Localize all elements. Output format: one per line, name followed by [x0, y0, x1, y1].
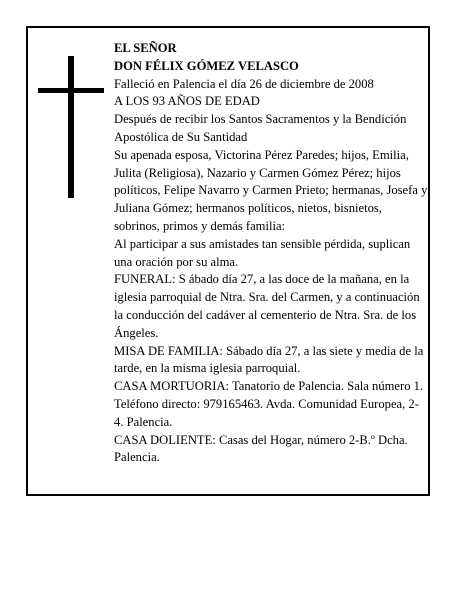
notice-title-line2: DON FÉLIX GÓMEZ VELASCO: [114, 58, 299, 73]
obituary-notice: [26, 26, 430, 496]
cross-horizontal-bar: [38, 88, 104, 93]
prayer-request-paragraph: Al participar a sus amistades tan sensible pérdida, suplican una oración por su alma.: [114, 236, 411, 269]
notice-title-line1: EL SEÑOR: [114, 41, 177, 55]
age-line: A LOS 93 AÑOS DE EDAD: [114, 94, 260, 109]
family-mass-paragraph: MISA DE FAMILIA: Sábado día 27, a las siete y media de la tarde, en la misma iglesia parroquial.: [114, 343, 424, 376]
notice-text: [114, 40, 428, 467]
funeral-paragraph: FUNERAL: S ábado día 27, a las doce de la mañana, en la iglesia parroquial de Ntra. Sra. del Carmen, y a continuación la conducción del cadáver al cementerio de Ntra. Sra. de los Ángeles.: [114, 272, 420, 340]
sacraments-line: Después de recibir los Santos Sacramentos y la Bendición Apostólica de Su Santidad: [114, 112, 407, 144]
funeral-home-paragraph: CASA MORTUORIA: Tanatorio de Palencia. Sala número 1. Teléfono directo: 979165463. Avda. Comunidad Europea, 2-4. Palencia.: [114, 379, 424, 429]
mourning-home-paragraph: CASA DOLIENTE: Casas del Hogar, número 2-B.º Dcha. Palencia.: [114, 432, 408, 465]
cross-vertical-bar: [68, 56, 74, 198]
family-paragraph: Su apenada esposa, Victorina Pérez Paredes; hijos, Emilia, Julita (Religiosa), Nazario y Carmen Gómez Pérez; hijos políticos, Felipe Navarro y Carmen Prieto; hermanas, Josefa y Juliana Gómez; hermanos políticos, nietos, bisnietos, sobrinos, primos y demás familia:: [114, 147, 428, 233]
death-date-line: Falleció en Palencia el día 26 de diciembre de 2008: [114, 76, 374, 91]
